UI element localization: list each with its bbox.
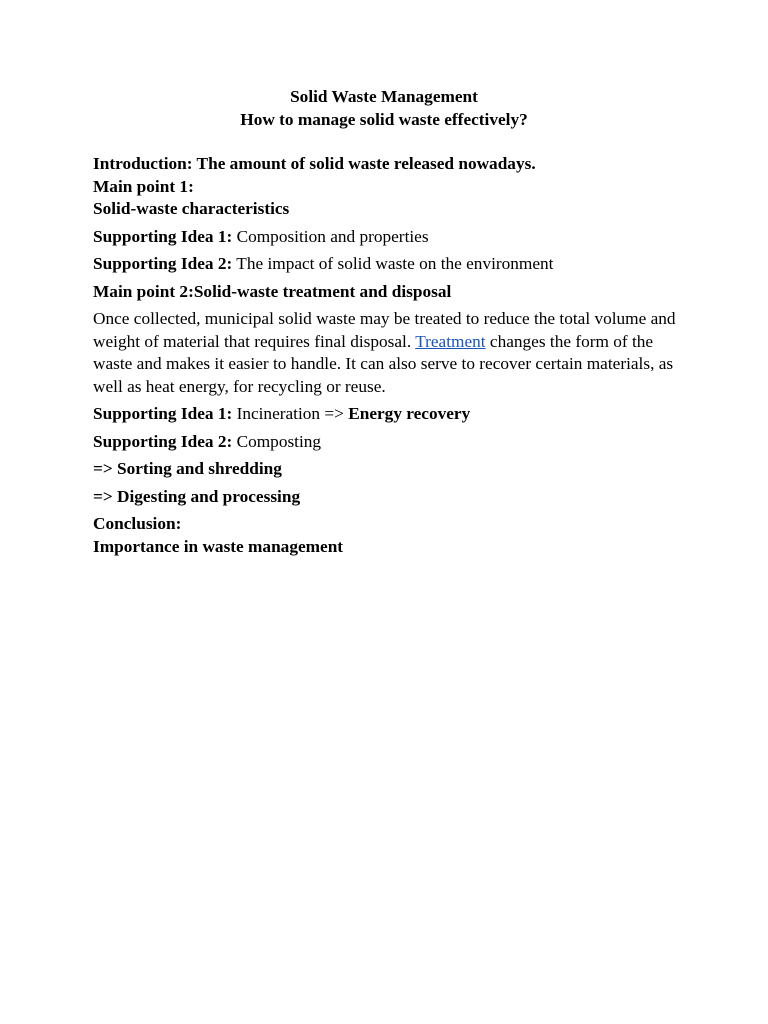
paragraph-text-before-link: Once collected, municipal solid waste may be treated to reduce the total volume and weight of material that requires final disposal. xyxy=(93,309,676,351)
treatment-link[interactable]: Treatment xyxy=(415,331,486,351)
introduction: Introduction: The amount of solid waste released nowadays. xyxy=(93,154,536,173)
supporting-idea-text: Composting xyxy=(232,431,322,451)
composting-step-digesting: => Digesting and processing xyxy=(93,486,301,506)
composting-step-sorting: => Sorting and shredding xyxy=(93,459,282,478)
mp1-supporting-idea-1 xyxy=(93,226,683,249)
energy-recovery-text: Energy recovery xyxy=(348,404,471,423)
supporting-idea-label: Supporting Idea 2: xyxy=(93,254,233,273)
supporting-idea-label: Supporting Idea 1: xyxy=(93,226,233,246)
supporting-idea-text: The impact of solid waste on the environment xyxy=(232,254,554,273)
supporting-idea-text: Composition and properties xyxy=(232,226,429,246)
supporting-idea-text: Incineration => xyxy=(232,404,349,423)
conclusion-heading: Conclusion: xyxy=(93,514,182,533)
mp2-supporting-idea-2 xyxy=(93,431,683,454)
document-content xyxy=(93,86,683,558)
main-point-2: Main point 2:Solid-waste treatment and disposal xyxy=(93,281,452,301)
document-subtitle: How to manage solid waste effectively? xyxy=(240,109,528,129)
mp2-supporting-idea-1 xyxy=(93,403,683,426)
main-point-1-heading: Main point 1: xyxy=(93,176,194,196)
supporting-idea-label: Supporting Idea 2: xyxy=(93,431,233,451)
title-block xyxy=(93,86,675,131)
main-point-1-title: Solid-waste characteristics xyxy=(93,199,290,218)
conclusion-text: Importance in waste management xyxy=(93,536,344,556)
mp1-supporting-idea-2 xyxy=(93,253,683,276)
treatment-paragraph xyxy=(93,308,683,398)
paragraph-text-after-link: changes the form of the waste and makes it easier to handle. It can also serve to recover certain materials, as well as heat energy, for recycling or reuse. xyxy=(93,331,674,396)
supporting-idea-label: Supporting Idea 1: xyxy=(93,404,233,423)
document-title: Solid Waste Management xyxy=(290,87,478,106)
